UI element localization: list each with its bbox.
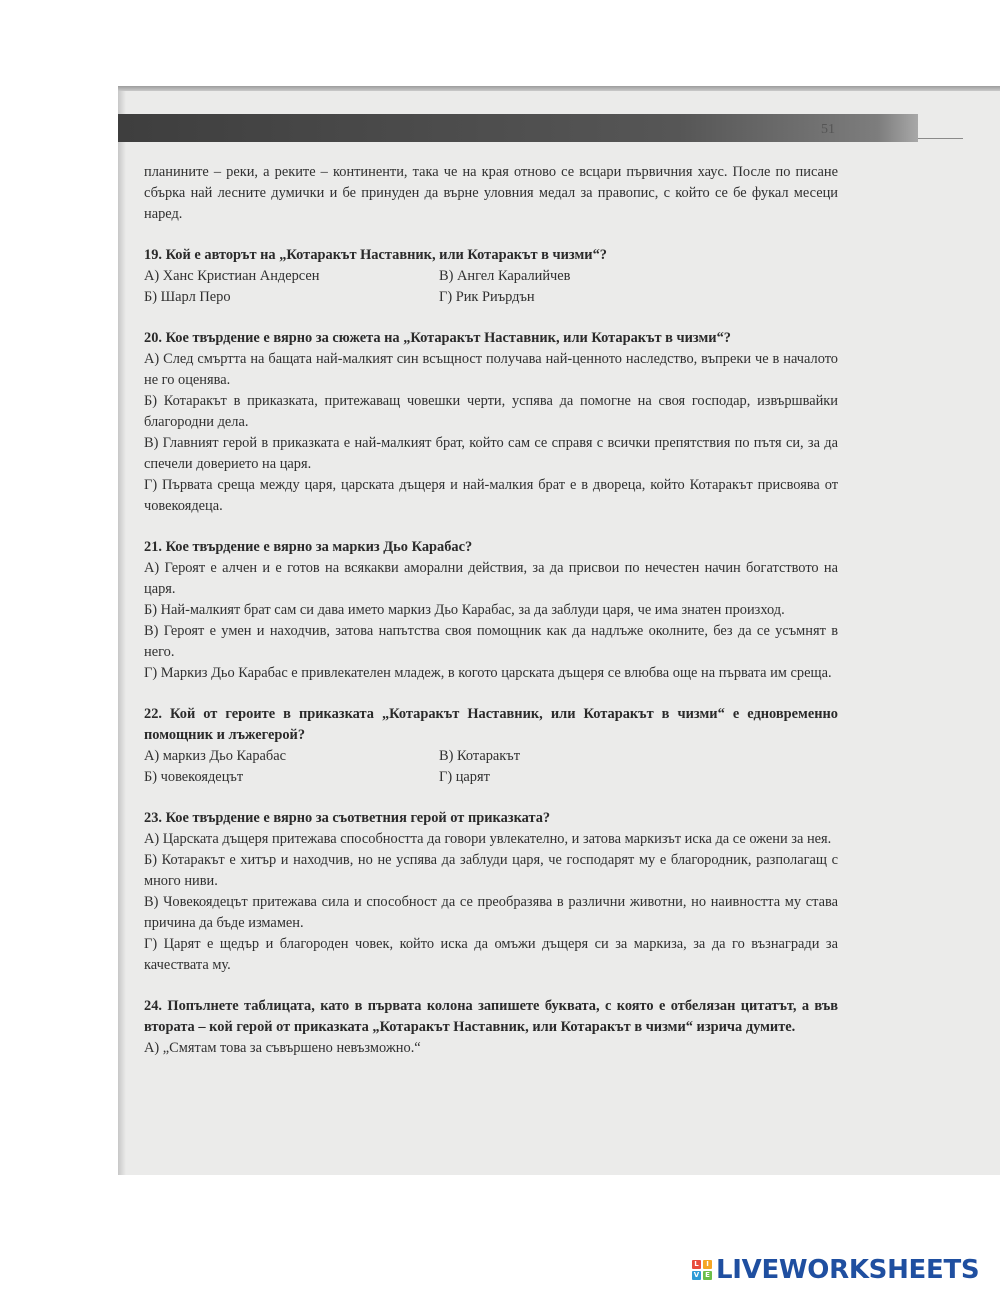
- question-21: [144, 537, 838, 684]
- question-23-title: 23. Кое твърдение е вярно за съответния герой от приказката?: [144, 810, 551, 826]
- option-g[interactable]: Г) царят: [439, 769, 490, 785]
- header-rule: [918, 138, 963, 139]
- option-v[interactable]: В) Котаракът: [439, 748, 521, 764]
- brand-name: LIVEWORKSHEETS: [716, 1255, 980, 1285]
- option-b[interactable]: Б) Най-малкият брат сам си дава името маркиз Дьо Карабас, за да заблуди царя, че има знатен произход.: [144, 602, 785, 618]
- option-a[interactable]: А) маркиз Дьо Карабас: [144, 748, 286, 764]
- intro-paragraph: планините – реки, а реките – континенти, така че на края отново се всцари първичния хаус. После по писане сбърка най лесните думички и бе принуден да върне уловния медал за правопис, с който се бе фукал месеци наред.: [144, 164, 838, 222]
- option-v[interactable]: В) Ангел Каралийчев: [439, 268, 571, 284]
- question-22: [144, 704, 838, 788]
- option-a[interactable]: А) Героят е алчен и е готов на всякакви аморални действия, за да присвои по нечестен начин богатството на царя.: [144, 560, 838, 597]
- option-b[interactable]: Б) Шарл Перо: [144, 289, 231, 305]
- question-24: [144, 996, 838, 1059]
- option-v[interactable]: В) Главният герой в приказката е най-малкият брат, който сам се справя с всички препятствия по пътя си, за да спечели доверието на царя.: [144, 435, 838, 472]
- question-24-title: 24. Попълнете таблицата, като в първата колона запишете буквата, с която е отбелязан цитатът, а във втората – кой герой от приказката „Котаракът Наставник, или Котаракът в чизми“ изрича думите.: [144, 998, 838, 1035]
- page-number: 51: [821, 122, 835, 137]
- logo-letter: L: [692, 1260, 701, 1269]
- option-b[interactable]: Б) Котаракът в приказката, притежаващ човешки черти, успява да помогне на своя господар, извършвайки благородни дела.: [144, 393, 838, 430]
- question-22-options: [144, 746, 838, 788]
- question-20-title: 20. Кое твърдение е вярно за сюжета на „Котаракът Наставник, или Котаракът в чизми“?: [144, 330, 731, 346]
- option-a[interactable]: А) След смъртта на бащата най-малкият син всъщност получава най-ценното наследство, въпреки че в началото не го оценява.: [144, 351, 838, 388]
- question-19: [144, 245, 838, 308]
- header-band: [118, 114, 918, 142]
- option-b[interactable]: Б) Котаракът е хитър и находчив, но не успява да заблуди царя, че господарят му е благородник, разполагащ с много ниви.: [144, 852, 838, 889]
- logo-letter: V: [693, 1271, 700, 1279]
- top-edge-line: [118, 86, 1000, 91]
- option-a[interactable]: А) Царската дъщеря притежава способността да говори увлекателно, и затова маркизът иска да се ожени за нея.: [144, 831, 832, 847]
- option-b[interactable]: Б) човекоядецът: [144, 769, 244, 785]
- logo-letter: E: [703, 1271, 712, 1280]
- option-g[interactable]: Г) Първата среща между царя, царската дъщеря и най-малкия брат е в двореца, който Котаракът присвоява от човекоядеца.: [144, 477, 838, 514]
- question-21-title: 21. Кое твърдение е вярно за маркиз Дьо Карабас?: [144, 539, 473, 555]
- question-19-options: [144, 266, 838, 308]
- liveworksheets-logo[interactable]: [692, 1255, 979, 1285]
- question-20: [144, 328, 838, 517]
- question-19-title: 19. Кой е авторът на „Котаракът Наставник, или Котаракът в чизми“?: [144, 247, 607, 263]
- question-22-title: 22. Кой от героите в приказката „Котаракът Наставник, или Котаракът в чизми“ е едновременно помощник и лъжегерой?: [144, 706, 838, 743]
- binding-shadow: [118, 91, 126, 1175]
- worksheet-content: [144, 162, 838, 1059]
- scanned-page: [118, 86, 1000, 1175]
- option-g[interactable]: Г) Царят е щедър и благороден човек, който иска да омъжи дъщеря си за маркиза, за да го възнагради за качествата му.: [144, 936, 838, 973]
- option-g[interactable]: Г) Рик Риърдън: [439, 289, 535, 305]
- option-a[interactable]: А) Ханс Кристиан Андерсен: [144, 268, 320, 284]
- option-v[interactable]: В) Героят е умен и находчив, затова напътства своя помощник как да надлъже околните, без да се усъмнят в него.: [144, 623, 838, 660]
- logo-icon: [692, 1260, 712, 1280]
- option-g[interactable]: Г) Маркиз Дьо Карабас е привлекателен младеж, в когото царската дъщеря се влюбва още на първата им среща.: [144, 665, 832, 681]
- question-23: [144, 808, 838, 976]
- option-v[interactable]: В) Човекоядецът притежава сила и способност да се преобразява в различни животни, но наивността му става причина да бъде измамен.: [144, 894, 838, 931]
- logo-letter: I: [703, 1260, 712, 1269]
- quote-a: А) „Смятам това за съвършено невъзможно.“: [144, 1040, 421, 1056]
